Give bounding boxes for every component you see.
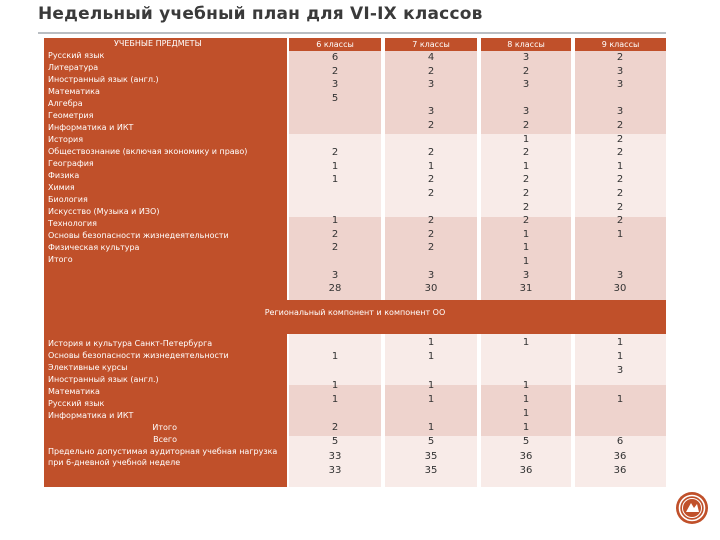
header-class-8: 8 классы (481, 38, 571, 51)
hours-value: 3 (616, 365, 624, 377)
hours-value: 2 (427, 228, 435, 240)
hours-value: 31 (519, 283, 533, 295)
subject-label: Литература (48, 63, 99, 72)
hours-value: 2 (616, 120, 624, 131)
subject-label: Физика (48, 171, 80, 180)
hours-value: 3 (427, 106, 435, 118)
hours-value: 3 (522, 106, 530, 118)
hours-value: 1 (522, 337, 530, 348)
hours-value: 1 (522, 422, 530, 434)
hours-value: 1 (331, 393, 339, 405)
hours-value: 5 (427, 436, 435, 448)
hours-value: 3 (427, 269, 435, 281)
hours-value: 3 (427, 79, 435, 91)
hours-value: 2 (616, 188, 624, 199)
hours-value: 33 (328, 464, 342, 476)
subject-label: Итого (152, 423, 177, 432)
hours-value: 35 (424, 464, 438, 476)
subject-label: Математика (48, 87, 100, 96)
hours-grid-part1 (289, 51, 666, 300)
hours-value: 2 (331, 242, 339, 254)
hours-value: 5 (522, 436, 530, 448)
hours-value: 2 (427, 174, 435, 186)
hours-value: 6 (331, 52, 339, 63)
hours-value: 3 (616, 65, 624, 77)
hours-value: 2 (522, 65, 530, 77)
hours-value: 1 (522, 256, 530, 267)
hours-value: 2 (522, 201, 530, 213)
header-class-9: 9 классы (575, 38, 666, 51)
subject-label: Основы безопасности жизнедеятельности (48, 231, 229, 240)
hours-value: 1 (616, 351, 624, 363)
hours-value: 2 (522, 174, 530, 186)
subject-label: Информатика и ИКТ (48, 123, 134, 132)
hours-value: 1 (427, 393, 435, 405)
subject-label: Всего (153, 435, 177, 444)
hours-value: 1 (331, 174, 339, 186)
subject-label: Химия (48, 183, 75, 192)
hours-value: 2 (616, 174, 624, 186)
hours-value: 1 (522, 160, 530, 172)
hours-value: 2 (522, 188, 530, 199)
hours-value: 3 (616, 269, 624, 281)
subject-label: Итого (48, 255, 73, 264)
header-class-7: 7 классы (385, 38, 477, 51)
subject-label: География (48, 159, 94, 168)
hours-value: 1 (522, 408, 530, 419)
hours-value: 5 (331, 436, 339, 448)
hours-value: 1 (522, 379, 530, 391)
header-class-6: 6 классы (289, 38, 381, 51)
hours-value: 2 (616, 52, 624, 63)
hours-value: 36 (519, 450, 533, 462)
hours-value: 1 (522, 242, 530, 254)
hours-value: 2 (331, 147, 339, 159)
subject-label: Предельно допустимая аудиторная учебная нагрузка при 6-дневной учебной неделе (48, 447, 278, 467)
hours-value: 5 (331, 92, 339, 104)
hours-value: 1 (522, 133, 530, 145)
hours-value: 1 (616, 337, 624, 348)
hours-value: 36 (519, 464, 533, 476)
hours-value: 2 (427, 242, 435, 254)
hours-value: 1 (522, 228, 530, 240)
hours-value: 3 (331, 269, 339, 281)
subject-label: Математика (48, 387, 100, 396)
subjects-header: УЧЕБНЫЕ ПРЕДМЕТЫ (114, 39, 202, 48)
hours-value: 2 (427, 120, 435, 131)
hours-value: 3 (522, 79, 530, 91)
hours-value: 2 (427, 65, 435, 77)
hours-value: 3 (522, 52, 530, 63)
subjects-column (44, 38, 287, 300)
hours-value: 2 (331, 228, 339, 240)
hours-value: 3 (522, 269, 530, 281)
hours-value: 1 (616, 393, 624, 405)
hours-value: 2 (427, 147, 435, 159)
hours-value: 2 (616, 201, 624, 213)
hours-value: 2 (616, 133, 624, 145)
subject-label: Технология (48, 219, 97, 228)
hours-value: 1 (331, 215, 339, 227)
subject-label: Биология (48, 195, 88, 204)
hours-value: 28 (328, 283, 342, 295)
title-divider (38, 32, 666, 34)
hours-value: 2 (522, 147, 530, 159)
hours-value: 30 (424, 283, 438, 295)
subject-label: Иностранный язык (англ.) (48, 375, 159, 384)
regional-component-band: Региональный компонент и компонент ОО (44, 300, 666, 334)
hours-value: 2 (427, 188, 435, 199)
hours-value: 4 (427, 52, 435, 63)
hours-value: 1 (427, 351, 435, 363)
subject-label: История (48, 135, 84, 144)
subject-label: Основы безопасности жизнедеятельности (48, 351, 229, 360)
hours-value: 1 (427, 379, 435, 391)
hours-value: 35 (424, 450, 438, 462)
hours-value: 6 (616, 436, 624, 448)
hours-value: 1 (427, 160, 435, 172)
subject-label: Иностранный язык (англ.) (48, 75, 159, 84)
hours-value: 1 (331, 351, 339, 363)
hours-value: 2 (616, 147, 624, 159)
subject-label: Информатика и ИКТ (48, 411, 134, 420)
hours-value: 2 (331, 65, 339, 77)
hours-value: 36 (613, 464, 627, 476)
hours-value: 30 (613, 283, 627, 295)
hours-value: 2 (427, 215, 435, 227)
hours-value: 1 (427, 422, 435, 434)
subject-label: Обществознание (включая экономику и право) (48, 147, 248, 156)
page-title: Недельный учебный план для VI-IX классов (38, 4, 483, 24)
hours-value: 33 (328, 450, 342, 462)
hours-value: 2 (331, 422, 339, 434)
subject-label: Физическая культура (48, 243, 140, 252)
hours-value: 3 (331, 79, 339, 91)
hours-value: 1 (616, 228, 624, 240)
hours-value: 1 (427, 337, 435, 348)
subject-label: Геометрия (48, 111, 94, 120)
subjects-column-part2 (44, 334, 287, 487)
hours-value: 1 (331, 379, 339, 391)
subject-label: Русский язык (48, 399, 105, 408)
hours-value: 2 (522, 215, 530, 227)
hours-value: 1 (331, 160, 339, 172)
hours-value: 3 (616, 79, 624, 91)
hours-value: 2 (522, 120, 530, 131)
subject-label: Элективные курсы (48, 363, 128, 372)
hours-value: 2 (616, 215, 624, 227)
subject-label: История и культура Санкт-Петербурга (48, 339, 213, 348)
hours-value: 36 (613, 450, 627, 462)
logo-icon (675, 491, 709, 525)
hours-grid-part2 (289, 334, 666, 487)
hours-value: 1 (522, 393, 530, 405)
subject-label: Алгебра (48, 99, 83, 108)
hours-value: 1 (616, 160, 624, 172)
hours-value: 3 (616, 106, 624, 118)
subject-label: Русский язык (48, 51, 105, 60)
subject-label: Искусство (Музыка и ИЗО) (48, 207, 160, 216)
